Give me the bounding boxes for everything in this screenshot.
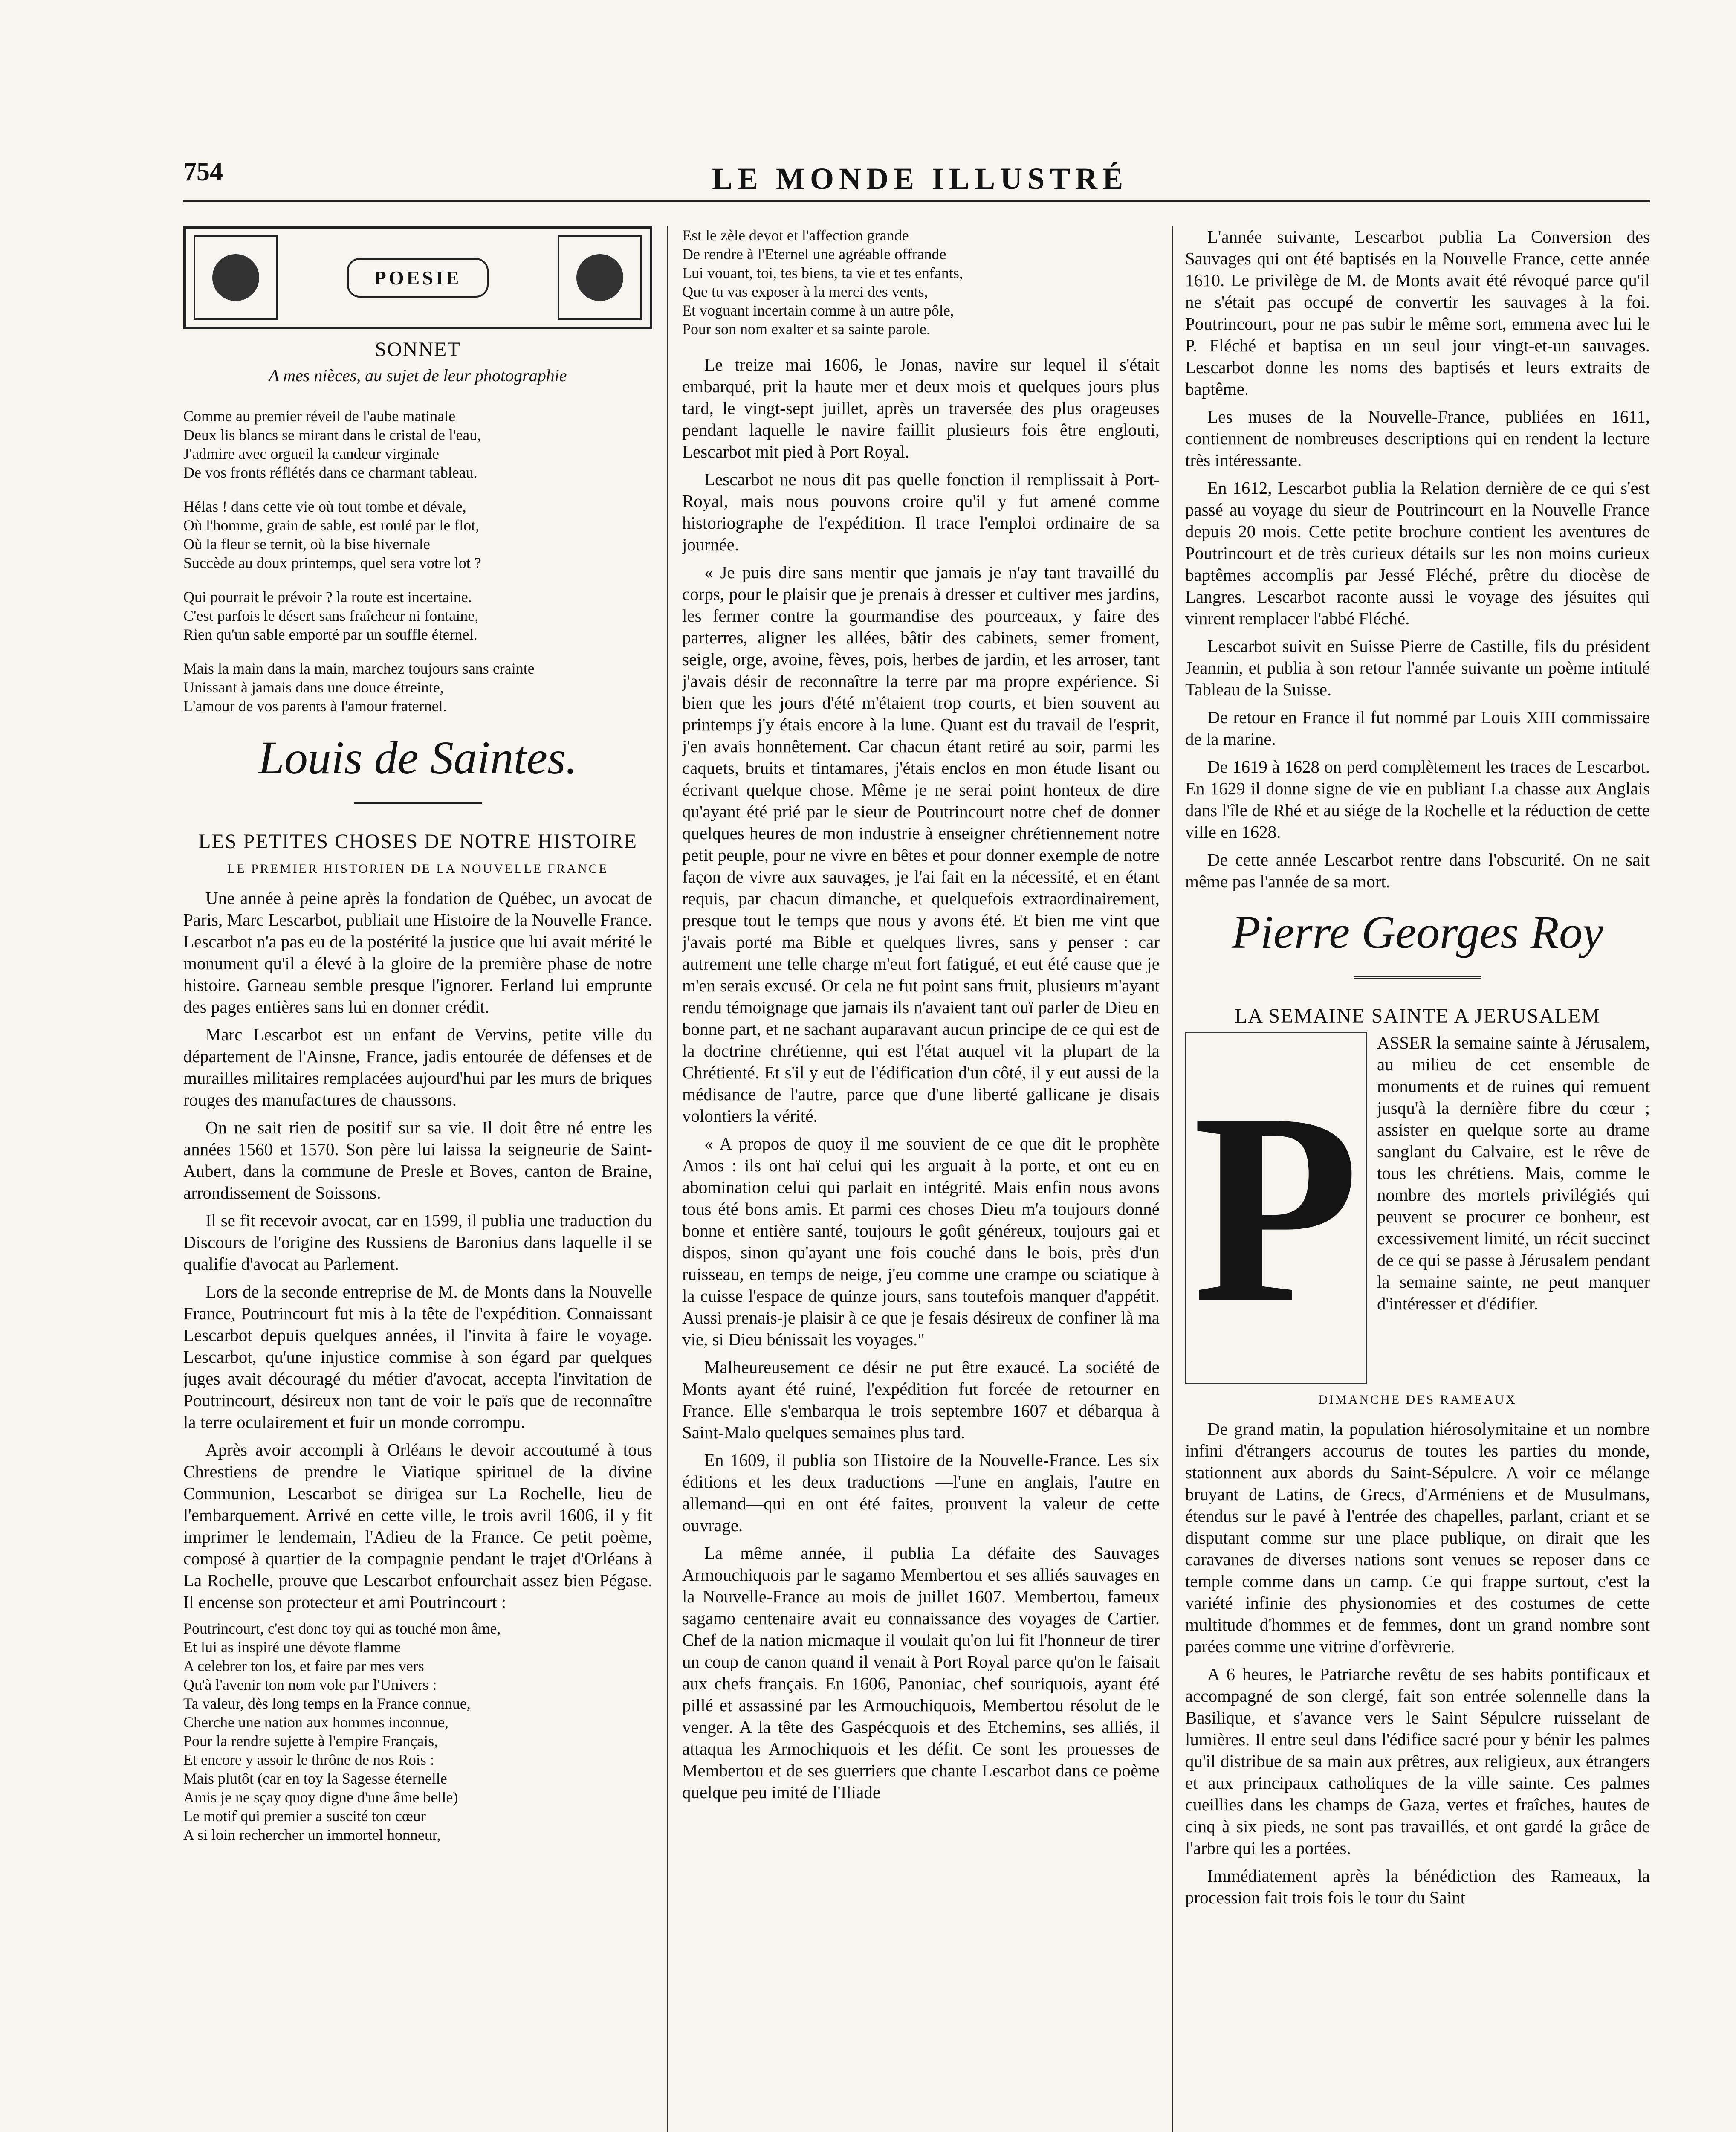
paragraph: « Je puis dire sans mentir que jamais je n'ay tant travaillé du corps, pour le plaisir que je prenais à dresser et cultiver mes jardins, les fermer contre la gourmandise des pourceaux, y faire des parterres, aligner les allées, bâtir des cabinets, semer froment, seigle, orge, avoine, fèves, pois, herbes de jardin, et les arroser, tant j'avais désir de reconnaître la terre par ma propre expérience. Si bien que les jours d'été m'étaient trop courts, et bien souvent au printemps j'y étais encore à la lune. Quant est du travail de l'esprit, j'en avais honnêtement. Car chacun étant retiré au soir, parmi les caquets, bruits et tintamares, j'étais enclos en mon étude lisant ou écrivant quelque chose. Même je ne serai point honteux de dire qu'ayant été prié par le sieur de Poutrincourt notre chef de donner quelques heures de mon industrie à enseigner chrétiennement notre petit peuple, pour ne vivre en bêtes et pour donner exemple de notre façon de vivre aux sauvages, je l'ai fait en la nécessité, et en étant requis, par chacun dimanche, et quelquefois extraordinairement, presque tout le temps que nous y avons été. Et bien me vint que j'avais porté ma Bible et quelques livres, sans y penser : car autrement une telle charge m'eut fort fatigué, et eut été cause que je m'en serais excusé. Or cela ne fut point sans fruit, plusieurs m'ayant rendu témoignage que jamais ils n'avaient tant ouï parler de Dieu en bonne part, et ne sachant auparavant aucun principe de ce qui est de la doctrine chrétienne, qui est l'état auquel vit la plupart de la Chrétienté. Et s'il y eut de l'édification d'un côté, il y eut aussi de la médisance de l'autre, parce que d'une liberté gallicane je disais volontiers la vérité. — [682, 562, 1160, 1126]
paragraph: L'année suivante, Lescarbot publia La Conversion des Sauvages qui ont été baptisés en la Nouvelle France, cette année 1610. Le privilège de M. de Monts avait été révoqué parce qu'il ne s'était pas occupé de convertir les sauvages à la foi. Poutrincourt, pour ne pas subir le même sort, emmena avec lui le P. Fléché et baptisa en un seul jour vingt-et-un sauvages. Lescarbot donne les noms des baptisés et leurs extraits de baptême. — [1185, 227, 1650, 399]
poem-line: Mais plutôt (car en toy la Sagesse éternelle — [183, 1770, 447, 1787]
section-heading: DIMANCHE DES RAMEAUX — [1318, 1393, 1517, 1407]
poem-line: C'est parfois le désert sans fraîcheur ni fontaine, — [183, 607, 479, 624]
paragraph: De grand matin, la population hiérosolymitaine et un nombre infini d'étrangers accourus de toutes les parties du monde, stationnent aux abords du Saint-Sépulcre. A voir ce mélange bruyant de Latins, de Grecs, d'Arméniens et de Musulmans, étendus sur le pavé à l'entrée des chapelles, parlant, criant et se disputant comme sur une place publique, on dirait que les caravanes de diverses nations sont venues se reposer dans ce temple comme dans un camp. Ce qui frappe surtout, c'est la variété infinie des physionomies et des costumes de cette multitude d'hommes et de femmes, dont un grand nombre sont parées comme une vitrine d'orfèvrerie. — [1185, 1419, 1650, 1656]
poem-line: Le motif qui premier a suscité ton cœur — [183, 1808, 426, 1825]
article-body-end — [1185, 226, 1650, 892]
article-body-2 — [1185, 1418, 1650, 1909]
paragraph: De retour en France il fut nommé par Louis XIII commissaire de la marine. — [1185, 707, 1650, 749]
poem-line: Où la fleur se ternit, où la bise hivernale — [183, 536, 430, 553]
section-rule-2 — [1354, 976, 1481, 979]
paragraph: En 1612, Lescarbot publia la Relation dernière de ce qui s'est passé au voyage du sieur de Poutrincourt en la Nouvelle France depuis 20 mois. Cette petite brochure contient les aventures de Poutrincourt et de très curieux détails sur les non moins curieux baptêmes accomplis par Jessé Fléché, prêtre du diocèse de Langres. Lescarbot raconte aussi le voyage des jésuites qui vinrent remplacer l'abbé Fléché. — [1185, 478, 1650, 628]
poem-line: L'amour de vos parents à l'amour fraternel. — [183, 698, 447, 715]
paragraph: Les muses de la Nouvelle-France, publiées en 1611, contiennent de nombreuses descriptions qui en rendent la lecture très intéressante. — [1185, 407, 1650, 470]
intro-paragraph: ASSER la semaine sainte à Jérusalem, au milieu de cet ensemble de monuments et de ruines qui remuent jusqu'à la dernière fibre du cœur ; assister en quelque sorte au drame sanglant du Calvaire, est le rêve de tous les chrétiens. Mais, comme le nombre des mortels privilégiés qui peuvent se procurer ce bonheur, est excessivement limité, un récit succinct de ce qui se passe à Jérusalem pendant la semaine sainte, ne peut manquer d'intéresser et d'édifier. — [1377, 1033, 1650, 1313]
poem-line: Rien qu'un sable emporté par un souffle éternel. — [183, 626, 477, 643]
sonnet-stanza — [183, 497, 652, 572]
paragraph: Après avoir accompli à Orléans le devoir accoutumé à tous Chrestiens de prendre le Viatique spirituel de la divine Communion, Lescarbot se dirigea sur La Rochelle, lieu de l'embarquement. Arrivé en cette ville, le trois avril 1606, il y fit imprimer le lendemain, l'Adieu de la France. Ce petit poème, composé à quartier de la compagnie pendant le trajet d'Orléans à La Rochelle, prouve que Lescarbot enfourchait assez bien Pégase. Il encense son protecteur et ami Poutrincourt : — [183, 1440, 652, 1612]
header-rule — [183, 200, 1650, 202]
section-rule — [354, 802, 482, 804]
poem-line: Pour son nom exalter et sa sainte parole. — [682, 321, 930, 338]
poem-line: De rendre à l'Eternel une agréable offrande — [682, 246, 946, 263]
paragraph: Le treize mai 1606, le Jonas, navire sur lequel il s'était embarqué, prit la haute mer et deux mois et quelques jours plus tard, le vingt-sept juillet, après un traversée des plus orageuses pendant laquelle le navire faillit plusieurs fois être englouti, Lescarbot mit pied à Port Royal. — [682, 355, 1160, 461]
poem-line: Unissant à jamais dans une douce étreinte, — [183, 679, 444, 696]
poem-line: Que tu vas exposer à la merci des vents, — [682, 283, 928, 300]
poem-line: Cherche une nation aux hommes inconnue, — [183, 1714, 448, 1731]
article-body-continued — [682, 354, 1160, 1803]
column-2 — [682, 226, 1160, 2132]
article-body — [183, 887, 652, 1613]
quote-poem-continued — [682, 226, 1160, 339]
poem-line: Pour la rendre sujette à l'empire Français, — [183, 1732, 438, 1750]
paragraph: Marc Lescarbot est un enfant de Vervins, petite ville du département de l'Ainsne, France, jadis entourée de défenses et de murailles militaires remplacées aujourd'hui par les murs de briques rouges des manufactures de chaussons. — [183, 1025, 652, 1109]
poem-line: De vos fronts réflétés dans ce charmant tableau. — [183, 464, 477, 481]
paragraph: A 6 heures, le Patriarche revêtu de ses habits pontificaux et accompagné de son clergé, fait son entrée solennelle dans la Basilique, et s'avance vers le Saint Sépulcre ruisselant de lumières. Il entre seul dans l'édifice sacré pour y bénir les palmes qu'il distribue de sa main aux prêtres, aux religieux, aux étrangers et aux principaux catholiques de la ville sainte. Ces palmes cueillies dans les champs de Gaza, vertes et fraîches, hautes de cinq à six pieds, ne sont pas travaillés, et ont gardé la grâce de l'arbre qui les a portées. — [1185, 1664, 1650, 1858]
poem-line: Succède au doux printemps, quel sera votre lot ? — [183, 554, 481, 571]
paragraph: On ne sait rien de positif sur sa vie. Il doit être né entre les années 1560 et 1570. Son père lui laissa la seigneurie de Saint-Aubert, dans la commune de Presle et Boves, canton de Braine, arrondissement de Soissons. — [183, 1118, 652, 1202]
paragraph: Lescarbot suivit en Suisse Pierre de Castille, fils du président Jeannin, et publia à son retour l'année suivante un poème intitulé Tableau de la Suisse. — [1185, 636, 1650, 699]
poem-line: Et voguant incertain comme à un autre pôle, — [682, 302, 954, 319]
sonnet-subtitle: A mes nièces, au sujet de leur photographie — [269, 366, 567, 385]
poem-line: Ta valeur, dès long temps en la France connue, — [183, 1695, 471, 1712]
dropcap-illustration: P — [1185, 1032, 1367, 1384]
poem-line: Amis je ne sçay quoy digne d'une âme belle) — [183, 1789, 458, 1806]
paragraph: De cette année Lescarbot rentre dans l'obscurité. On ne sait même pas l'année de sa mort. — [1185, 850, 1650, 891]
page-number: 754 — [183, 157, 223, 186]
article-title-2: LA SEMAINE SAINTE A JERUSALEM — [1234, 1005, 1601, 1027]
sonnet-stanza — [183, 659, 652, 715]
sonnet-title: SONNET — [375, 338, 461, 361]
intro-text-wrap — [1377, 1032, 1650, 1384]
ornament-left — [194, 235, 278, 320]
poem-line: J'admire avec orgueil la candeur virginale — [183, 445, 439, 462]
poem-line: Mais la main dans la main, marchez toujours sans crainte — [183, 660, 535, 677]
poem-line: Est le zèle devot et l'affection grande — [682, 227, 909, 244]
poem-line: Où l'homme, grain de sable, est roulé par le flot, — [183, 517, 480, 534]
poem-line: Lui vouant, toi, tes biens, ta vie et tes enfants, — [682, 264, 963, 281]
article-title: LES PETITES CHOSES DE NOTRE HISTOIRE — [198, 830, 637, 853]
paragraph: Malheureusement ce désir ne put être exaucé. La société de Monts ayant été ruiné, l'expédition fut forcée de retourner en France. Elle s'embarqua le trois septembre 1607 et débarqua à Saint-Malo quelques semaines plus tard. — [682, 1357, 1160, 1442]
poem-line: Hélas ! dans cette vie où tout tombe et dévale, — [183, 498, 466, 515]
poem-line: A celebrer ton los, et faire par mes vers — [183, 1657, 424, 1674]
paragraph: Lescarbot ne nous dit pas quelle fonction il remplissait à Port-Royal, mais nous pouvons croire qu'il y fut amené comme historiographe de l'expédition. Il trace l'emploi ordinaire de sa journée. — [682, 469, 1160, 554]
signature-article: Pierre Georges Roy — [1232, 906, 1603, 958]
sonnet — [183, 407, 652, 715]
poem-line: Poutrincourt, c'est donc toy qui as touché mon âme, — [183, 1620, 501, 1637]
ornament-right — [558, 235, 642, 320]
poem-line: Et encore y assoir le thrône de nos Rois : — [183, 1751, 434, 1768]
intro-block — [1185, 1032, 1650, 1384]
paragraph: La même année, il publia La défaite des Sauvages Armouchiquois par le sagamo Membertou et ses alliés sauvages en la Nouvelle-France au mois de juillet 1607. Membertou, fameux sagamo centenaire avait eu connaissance des voyages de Cartier. Chef de la nation micmaque il voulait qu'on lui fit l'honneur de tirer un coup de canon quand il venait à Port Royal parce qu'on le faisait aux chefs français. En 1606, Panoniac, chef souriquois, ayant été pillé et assassiné par les Armouchiquois, Membertou résolut de le venger. A la tête des Gaspécquois et des Etchemins, ses alliés, il attaqua les Armochiquois et les défit. Ce sont les prouesses de Membertou et de ses guerriers que chante Lescarbot dans ce poème quelque peu imité de l'Iliade — [682, 1543, 1160, 1802]
paragraph: « A propos de quoy il me souvient de ce que dit le prophète Amos : ils ont haï celui qui les arguait à la porte, et ont eu en abomination celui qui parlait en intégrité. Mais enfin nous avons tous été bons amis. Et parmi ces choses Dieu m'a toujours donné bonne et entière santé, toujours le goût généreux, toujours gai et dispos, sinon qu'ayant une fois couché dans le bois, près d'un ruisseau, en temps de neige, j'eu comme une crampe ou sciatique à la cuisse l'espace de quinze jours, sans toutefois manquer d'appétit. Aussi prenais-je plaisir à ce que je fesais désireux de confiner là ma vie, si Dieu bénissait les voyages." — [682, 1134, 1160, 1349]
quote-poem — [183, 1619, 652, 1844]
poem-line: Qui pourrait le prévoir ? la route est incertaine. — [183, 588, 472, 605]
poem-line: A si loin rechercher un immortel honneur, — [183, 1826, 441, 1843]
poem-line: Qu'à l'avenir ton nom vole par l'Univers : — [183, 1676, 437, 1693]
paragraph: Lors de la seconde entreprise de M. de Monts dans la Nouvelle France, Poutrincourt fut mis à la tête de l'expédition. Connaissant Lescarbot depuis quelques années, il l'invita à faire le voyage. Lescarbot, qu'une injustice commise à son égard par quelques juges avait découragé du métier d'avocat, accepta l'invitation de Poutrincourt, désireux non tant de voir le païs que de reconnaître la terre oculairement et fuir un monde corrompu. — [183, 1282, 652, 1432]
paragraph: Une année à peine après la fondation de Québec, un avocat de Paris, Marc Lescarbot, publiait une Histoire de la Nouvelle France. Lescarbot n'a pas eu de la postérité la justice que lui avait mérité le monument qu'il a élevé à la gloire de la première phase de notre histoire. Garneau semble presque l'ignorer. Ferland lui emprunte des pages entières sans lui en donner crédit. — [183, 888, 652, 1017]
sonnet-stanza — [183, 407, 652, 482]
poem-line: Et lui as inspiré une dévote flamme — [183, 1639, 401, 1656]
column-3 — [1185, 226, 1650, 2132]
sonnet-stanza — [183, 588, 652, 644]
masthead: LE MONDE ILLUSTRÉ — [712, 162, 1128, 196]
column-divider-1 — [667, 226, 668, 2132]
poem-line: Deux lis blancs se mirant dans le cristal de l'eau, — [183, 426, 481, 443]
poesie-label: POESIE — [347, 258, 489, 298]
poesie-ornament — [183, 226, 652, 329]
signature-poem: Louis de Saintes. — [258, 732, 578, 784]
paragraph: Immédiatement après la bénédiction des Rameaux, la procession fait trois fois le tour du Saint — [1185, 1866, 1650, 1907]
column-1 — [183, 226, 652, 2132]
paragraph: De 1619 à 1628 on perd complètement les traces de Lescarbot. En 1629 il donne signe de vie en publiant La chasse aux Anglais dans l'île de Rhé et au siége de la Rochelle et la réduction de cette ville en 1628. — [1185, 757, 1650, 842]
paragraph: Il se fit recevoir avocat, car en 1599, il publia une traduction du Discours de l'origine des Russiens de Baronius dans laquelle il se qualifie d'avocat au Parlement. — [183, 1211, 652, 1274]
column-divider-2 — [1172, 226, 1173, 2132]
poem-line: Comme au premier réveil de l'aube matinale — [183, 408, 456, 425]
paragraph: En 1609, il publia son Histoire de la Nouvelle-France. Les six éditions et les deux traductions —l'une en anglais, l'autre en allemand—qui en ont été faites, prouvent la valeur de cette ouvrage. — [682, 1450, 1160, 1535]
article-subtitle: LE PREMIER HISTORIEN DE LA NOUVELLE FRANCE — [227, 862, 609, 876]
